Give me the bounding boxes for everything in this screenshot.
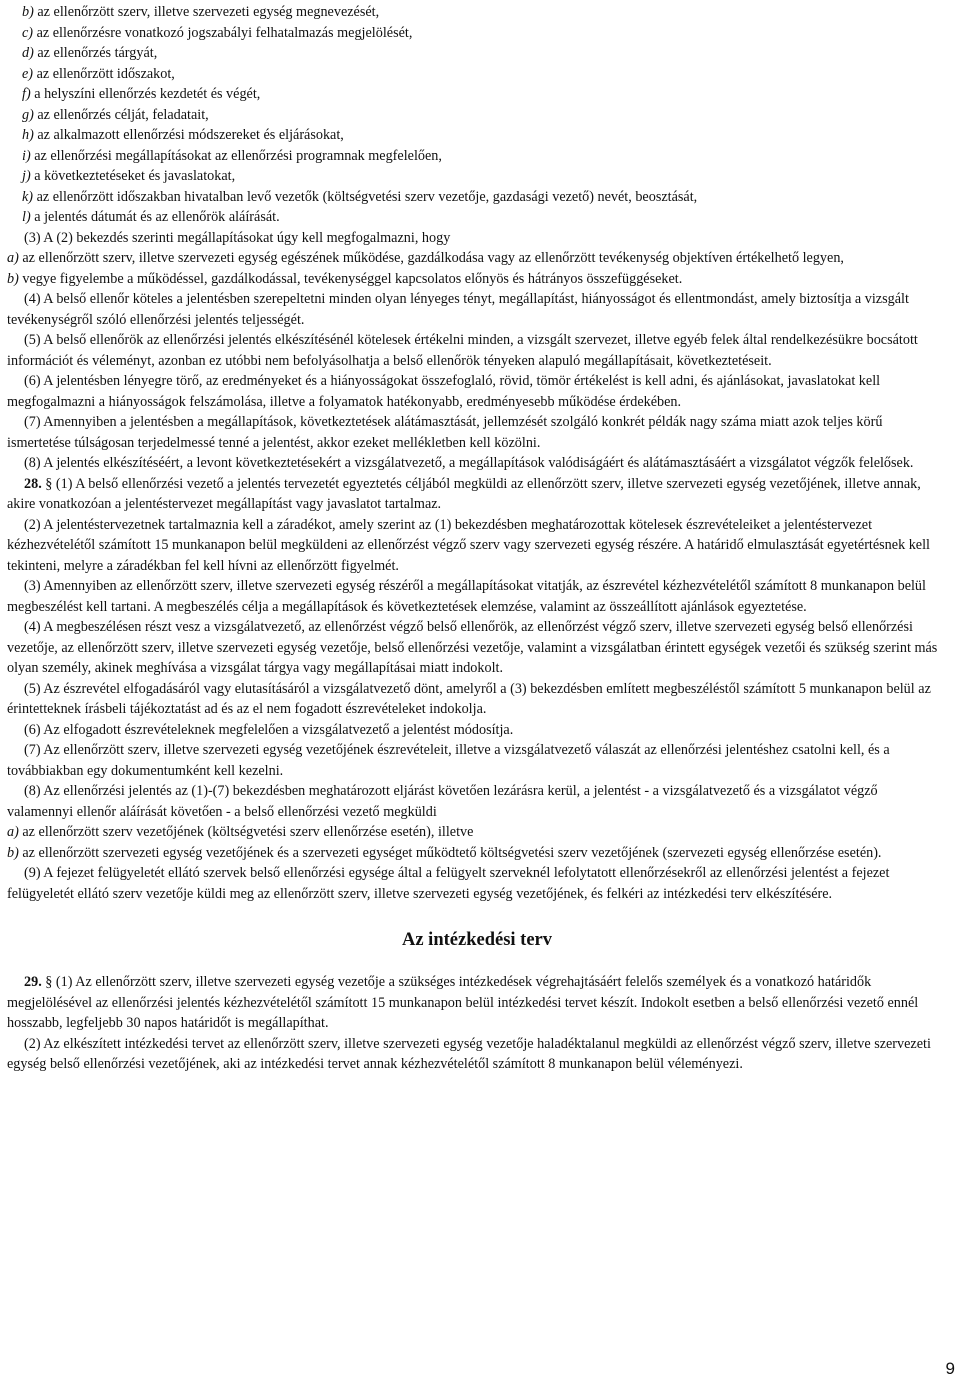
item-letter: f) bbox=[22, 86, 31, 102]
item-letter: a) bbox=[7, 250, 19, 266]
item-letter: b) bbox=[7, 270, 19, 287]
section-28-paragraph-5: (5) Az észrevétel elfogadásáról vagy elutasításáról a vizsgálatvezető dönt, amelyről a (3) bekezdésben említett megbeszéléstől számított 5 munkanapon belül az érintetteknek írásbeli tájékoztatást ad és az el nem fogadott észrevételeket indokolja. bbox=[7, 680, 931, 717]
section-28-paragraph-3: (3) Amennyiben az ellenőrzött szerv, illetve szervezeti egység részéről a megállapításokat vitatják, az észrevétel kézhezvételétől számított 8 munkanapon belül megbeszélést kell tartani. A megbeszélés célja a megállapítások és következtetések elemzése, valamint az összeállított ajánlások egyeztetése. bbox=[7, 578, 926, 615]
list-item bbox=[7, 207, 947, 228]
section-number: 28. bbox=[24, 475, 42, 492]
section-28-paragraph-6: (6) Az elfogadott észrevételeknek megfelelően a vizsgálatvezető a jelentést módosítja. bbox=[24, 721, 514, 738]
section-28-paragraph-8-a bbox=[7, 822, 947, 843]
list-item bbox=[7, 187, 947, 208]
section-28-paragraph-8-b bbox=[7, 843, 947, 864]
item-letter: j) bbox=[22, 168, 31, 184]
item-text: a helyszíni ellenőrzés kezdetét és végét, bbox=[30, 86, 261, 102]
item-text: az ellenőrzött szerv, illetve szervezeti egység egészének működése, gazdálkodása vagy az ellenőrzött tevékenység objektíven értékelhető legyen, bbox=[18, 250, 844, 266]
paragraph-3-intro: (3) A (2) bekezdés szerinti megállapításokat úgy kell megfogalmazni, hogy bbox=[24, 229, 451, 246]
item-text: az ellenőrzés célját, feladatait, bbox=[33, 106, 209, 123]
item-letter: d) bbox=[22, 45, 34, 61]
item-letter: g) bbox=[22, 106, 34, 123]
item-letter: e) bbox=[22, 65, 34, 82]
item-letter: i) bbox=[22, 147, 31, 164]
list-item bbox=[7, 166, 947, 187]
paragraph-7: (7) Amennyiben a jelentésben a megállapítások, következtetések alátámasztását, jellemzését szolgáló konkrét példák nagy száma miatt azok teljes körű ismertetése túlságosan terjedelmessé tenné a jelentést, akkor ezeket mellékletben kell közölni. bbox=[7, 414, 883, 451]
item-text: a következtetéseket és javaslatokat, bbox=[30, 168, 236, 184]
section-28-paragraph-9: (9) A fejezet felügyeletét ellátó szervek belső ellenőrzési egysége által a felügyelt szerveknél lefolytatott ellenőrzésekről az ellenőrzési jelentést a fejezet felügyeletét ellátó szerv vezetője küldi meg az ellenőrzött szerv, illetve szervezeti egység vezetőjének, és felkéri az intézkedési terv elkészítésére. bbox=[7, 865, 890, 902]
item-text: az ellenőrzött szerv, illetve szervezeti egység megnevezését, bbox=[33, 4, 380, 20]
list-item bbox=[7, 43, 947, 64]
item-letter: k) bbox=[22, 188, 34, 205]
item-text: az alkalmazott ellenőrzési módszereket és eljárásokat, bbox=[33, 127, 344, 143]
list-item bbox=[7, 2, 947, 23]
section-29-paragraph-2: (2) Az elkészített intézkedési tervet az ellenőrzött szerv, illetve szervezeti egység vezetője haladéktalanul megküldi az ellenőrzést végző szerv, illetve szervezeti egység belső ellenőrzési vezetőjének, aki az intézkedési tervet annak kézhezvételétől számított 8 munkanapon belül véleményezi. bbox=[7, 1035, 931, 1072]
item-text: az ellenőrzött időszakban hivatalban levő vezetők (költségvetési szerv vezetője, gazdasági vezető) nevét, beosztását, bbox=[33, 188, 698, 205]
page-number: 9 bbox=[945, 1359, 955, 1378]
list-item bbox=[7, 146, 947, 167]
item-text: a jelentés dátumát és az ellenőrök aláírását. bbox=[30, 209, 280, 225]
item-text: az ellenőrzés tárgyát, bbox=[33, 45, 158, 61]
content-list bbox=[7, 2, 947, 228]
section-28-paragraph-7: (7) Az ellenőrzött szerv, illetve szervezeti egység vezetőjének észrevételeit, illetve a vizsgálatvezető válaszát az ellenőrzési jelentéshez csatolni kell, és a továbbiakban egy dokumentumként kell kezelni. bbox=[7, 742, 890, 779]
item-text: az ellenőrzött időszakot, bbox=[33, 65, 175, 82]
section-text: § (1) Az ellenőrzött szerv, illetve szervezeti egység vezetője a szükséges intézkedések végrehajtásáért felelős személyek és a vonatkozó határidők megjelölésével az ellenőrzési jelentés kézhezvételétől számított 15 munkanapon belül intézkedési tervet készít. Indokolt esetben a belső ellenőrzési vezető ennél hosszabb, legfeljebb 30 napos határidőt is megállapíthat. bbox=[7, 974, 919, 1031]
item-text: az ellenőrzött szerv vezetőjének (költségvetési szerv ellenőrzése esetén), illetve bbox=[18, 824, 474, 840]
section-28-paragraph-8: (8) Az ellenőrzési jelentés az (1)-(7) bekezdésben meghatározott eljárást követően lezárásra kerül, a jelentést - a vizsgálatvezető és a vizsgálatot végző valamennyi ellenőr aláírását követően - a belső ellenőrzési vezető megküldi bbox=[7, 783, 878, 820]
list-item bbox=[7, 105, 947, 126]
section-text: § (1) A belső ellenőrzési vezető a jelentés tervezetét egyeztetés céljából megküldi az ellenőrzött szerv, illetve szervezeti egység vezetőjének, illetve annak, akire vonatkozóan a jelentéstervezet megállapítást vagy javaslatot tartalmaz. bbox=[7, 475, 921, 512]
document-page bbox=[7, 0, 947, 1075]
item-letter: c) bbox=[22, 24, 34, 41]
item-text: az ellenőrzött szervezeti egység vezetőjének és a szervezeti egységet működtető költségvetési szerv vezetőjének (szervezeti egység ellenőrzése esetén). bbox=[18, 844, 882, 861]
list-item bbox=[7, 84, 947, 105]
list-item bbox=[7, 125, 947, 146]
paragraph-5: (5) A belső ellenőrök az ellenőrzési jelentés elkészítésénél kötelesek értékelni minden, a vizsgált szervezet, illetve egyéb felek által rendelkezésükre bocsátott információt és véleményt, azonban ez utóbbi nem befolyásolhatja a belső ellenőrök tényeken alapuló megállapításait, következtetéseit. bbox=[7, 332, 918, 369]
section-28-paragraph-4: (4) A megbeszélésen részt vesz a vizsgálatvezető, az ellenőrzést végző belső ellenőrök, az ellenőrzést végző szerv, illetve szervezeti egység belső ellenőrzési vezetője, az ellenőrzött szerv, illetve szervezeti egység vezetője, belső ellenőrzési vezetője, valamint a vizsgálatban érintett egységek vezetői és szükség szerint más olyan személy, akinek meghívása a vizsgálat tárgya vagy megállapításai miatt indokolt. bbox=[7, 619, 938, 676]
paragraph-8: (8) A jelentés elkészítéséért, a levont következtetésekért a vizsgálatvezető, a megállapítások valódiságáért és alátámasztásáért a vizsgálatot végzők felelősek. bbox=[24, 455, 914, 471]
paragraph-6: (6) A jelentésben lényegre törő, az eredményeket és a hiányosságokat összefoglaló, rövid, tömör értékelést is kell adni, és ajánlásokat, javaslatokat kell megfogalmazni a hiányosságok felszámolása, illetve a folyamatok hatékonyabb, eredményesebb működése érdekében. bbox=[7, 373, 881, 410]
item-letter: b) bbox=[7, 844, 19, 861]
item-text: az ellenőrzési megállapításokat az ellenőrzési programnak megfelelően, bbox=[30, 147, 442, 164]
section-number: 29. bbox=[24, 974, 42, 990]
list-item bbox=[7, 64, 947, 85]
section-28-paragraph-2: (2) A jelentéstervezetnek tartalmaznia kell a záradékot, amely szerint az (1) bekezdésben meghatározottak kötelesek észrevételeiket a jelentéstervezet kézhezvételétől számított 15 munkanapon belül megküldeni az ellenőrzést végző szerv vagy szervezeti egység részére. A határidő elmulasztását egyetértésnek kell tekinteni, melyre a záradékban fel kell hívni az ellenőrzött figyelmét. bbox=[7, 516, 930, 574]
section-heading: Az intézkedési terv bbox=[401, 930, 552, 950]
item-letter: b) bbox=[22, 4, 34, 20]
paragraph-3-b bbox=[7, 269, 947, 290]
item-text: az ellenőrzésre vonatkozó jogszabályi felhatalmazás megjelölését, bbox=[33, 24, 413, 41]
section-29-paragraph-1 bbox=[7, 972, 947, 1034]
section-28-paragraph-1 bbox=[7, 474, 947, 515]
item-text: vegye figyelembe a működéssel, gazdálkodással, tevékenységgel kapcsolatos előnyös és hátrányos összefüggéseket. bbox=[18, 270, 683, 287]
item-letter: h) bbox=[22, 127, 34, 143]
item-letter: l) bbox=[22, 209, 31, 225]
list-item bbox=[7, 23, 947, 44]
paragraph-3-a bbox=[7, 248, 947, 269]
document-body bbox=[7, 228, 947, 1075]
item-letter: a) bbox=[7, 824, 19, 840]
paragraph-4: (4) A belső ellenőr köteles a jelentésben szerepeltetni minden olyan lényeges tényt, megállapítást, hiányosságot és ellentmondást, amely biztosítja a vizsgált tevékenységről szóló ellenőrzési jelentés teljességét. bbox=[7, 291, 909, 328]
